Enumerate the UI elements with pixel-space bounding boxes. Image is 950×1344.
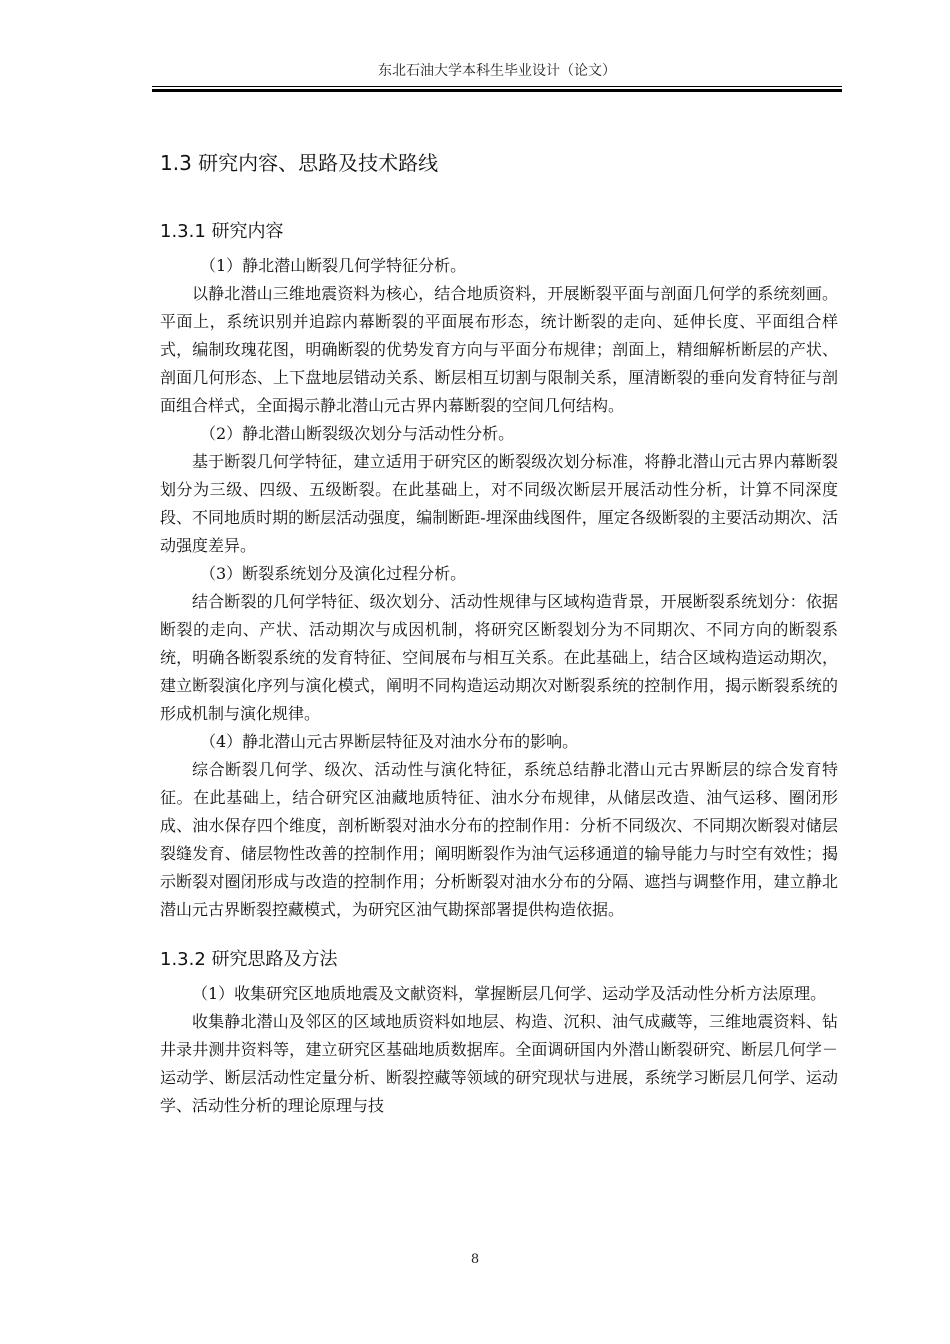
item-heading: （1）收集研究区地质地震及文献资料，掌握断层几何学、运动学及活动性分析方法原理。 — [192, 984, 827, 1003]
item-heading: （2）静北潜山断裂级次划分与活动性分析。 — [200, 424, 515, 443]
item-paragraph: 结合断裂的几何学特征、级次划分、活动性规律与区域构造背景，开展断裂系统划分：依据断裂的走向、产状、活动期次与成因机制，将研究区断裂划分为不同期次、不同方向的断裂系统，明确各断裂系统的发育特征、空间展布与相互关系。在此基础上，结合区域构造运动期次，建立断裂演化序列与演化模式，阐明不同构造运动期次对断裂系统的控制作用，揭示断裂系统的形成机制与演化规律。 — [160, 592, 838, 723]
subsection-research-content — [160, 218, 838, 924]
subsection-research-approach — [160, 946, 838, 1120]
item-paragraph: 基于断裂几何学特征，建立适用于研究区的断裂级次划分标准，将静北潜山元古界内幕断裂划分为三级、四级、五级断裂。在此基础上，对不同级次断层开展活动性分析，计算不同深度段、不同地质时期的断层活动强度，编制断距-埋深曲线图件，厘定各级断裂的主要活动期次、活动强度差异。 — [160, 452, 838, 555]
section-gap — [160, 924, 838, 946]
subsection-title: 1.3.2 研究思路及方法 — [160, 949, 338, 970]
item-paragraph: 收集静北潜山及邻区的区域地质资料如地层、构造、沉积、油气成藏等，三维地震资料、钻井录井测井资料等，建立研究区基础地质数据库。全面调研国内外潜山断裂研究、断层几何学－运动学、断层活动性定量分析、断裂控藏等领域的研究现状与进展，系统学习断层几何学、运动学、活动性分析的理论原理与技 — [160, 1012, 838, 1115]
item-heading: （4）静北潜山元古界断层特征及对油水分布的影响。 — [200, 732, 579, 751]
item-paragraph: 以静北潜山三维地震资料为核心，结合地质资料，开展断裂平面与剖面几何学的系统刻画。平面上，系统识别并追踪内幕断裂的平面展布形态，统计断裂的走向、延伸长度、平面组合样式，编制玫瑰花图，明确断裂的优势发育方向与平面分布规律；剖面上，精细解析断层的产状、剖面几何形态、上下盘地层错动关系、断层相互切割与限制关系，厘清断裂的垂向发育特征与剖面组合样式，全面揭示静北潜山元古界内幕断裂的空间几何结构。 — [160, 284, 838, 415]
subsection-title: 1.3.1 研究内容 — [160, 221, 284, 242]
item-heading: （3）断裂系统划分及演化过程分析。 — [200, 564, 467, 583]
item-heading: （1）静北潜山断裂几何学特征分析。 — [200, 256, 467, 275]
section-title: 1.3 研究内容、思路及技术路线 — [160, 151, 439, 175]
header-rule-thick — [152, 89, 842, 92]
header-rule-thin — [152, 86, 842, 87]
page-header-title: 东北石油大学本科生毕业设计（论文） — [378, 63, 616, 79]
main-content — [160, 140, 838, 1120]
page-number: 8 — [470, 1252, 480, 1267]
item-paragraph: 综合断裂几何学、级次、活动性与演化特征，系统总结静北潜山元古界断层的综合发育特征。在此基础上，结合研究区油藏地质特征、油水分布规律，从储层改造、油气运移、圈闭形成、油水保存四个维度，剖析断裂对油水分布的控制作用：分析不同级次、不同期次断裂对储层裂缝发育、储层物性改善的控制作用；阐明断裂作为油气运移通道的输导能力与时空有效性；揭示断裂对圈闭形成与改造的控制作用；分析断裂对油水分布的分隔、遮挡与调整作用，建立静北潜山元古界断裂控藏模式，为研究区油气勘探部署提供构造依据。 — [160, 760, 838, 919]
